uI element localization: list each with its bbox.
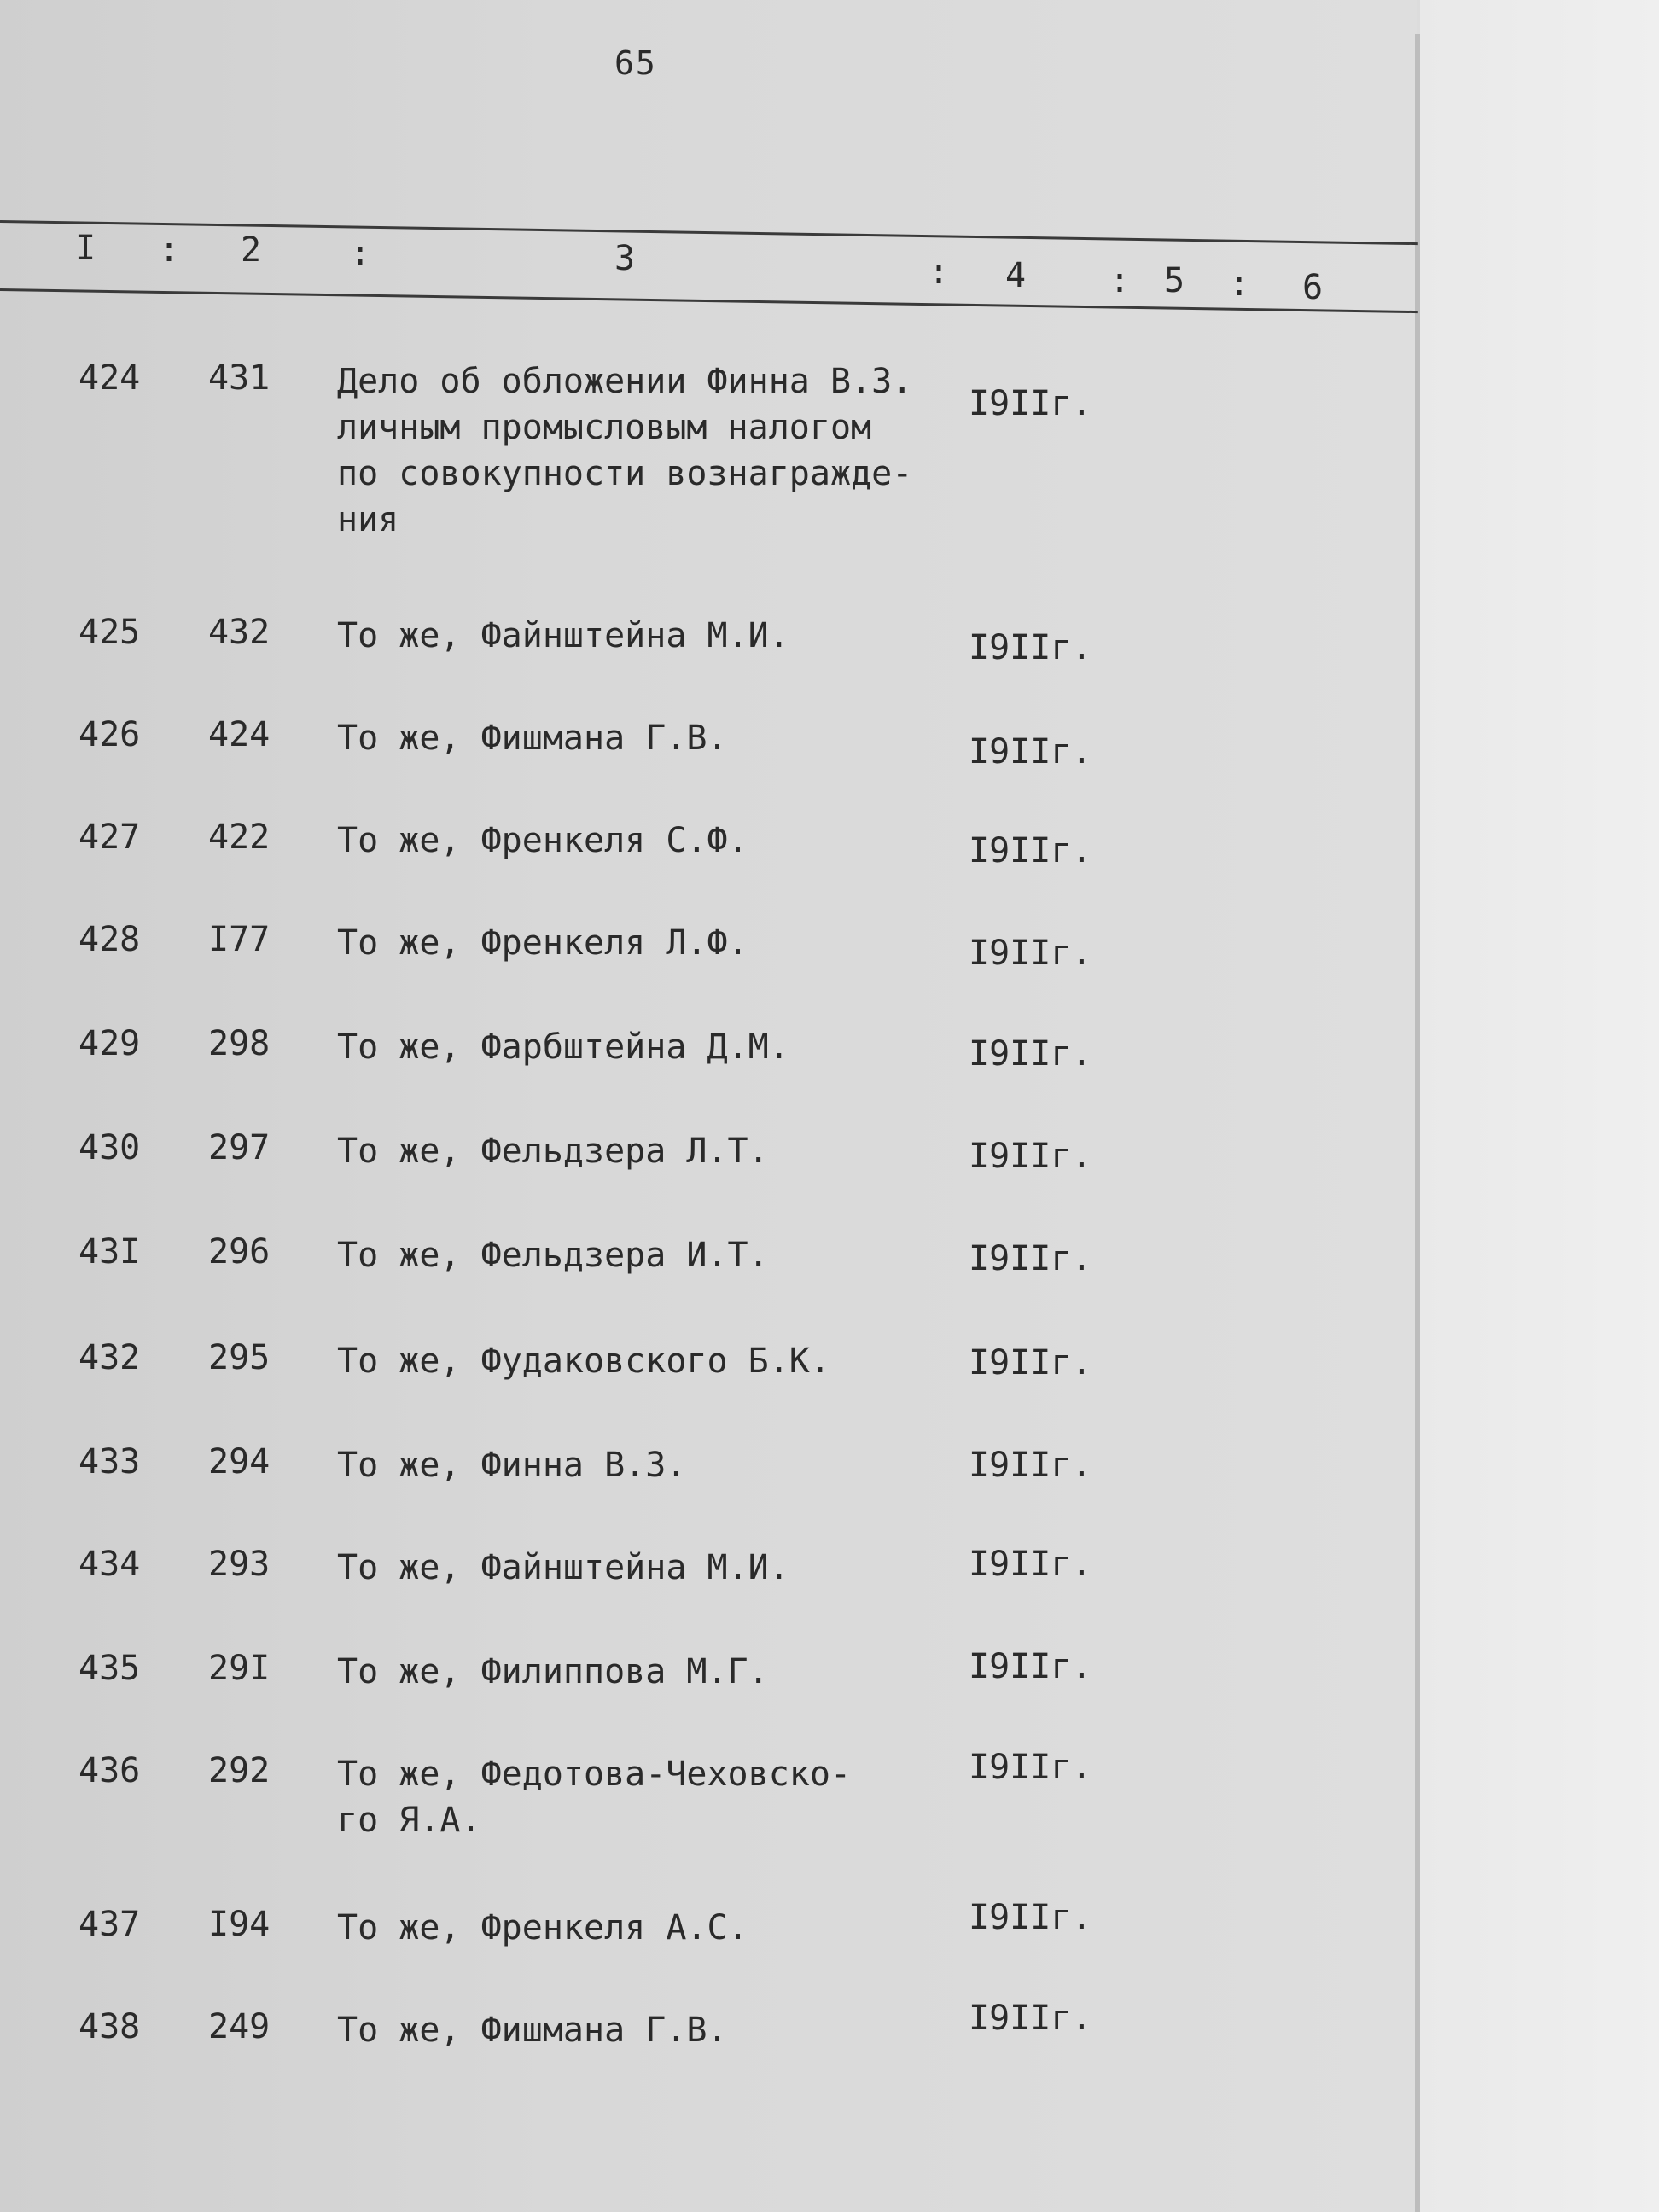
item-year: I9IIг. [969, 384, 1092, 423]
header-sep-3: : [928, 253, 950, 292]
item-number: 424 [79, 358, 141, 398]
old-number: 296 [208, 1232, 271, 1272]
header-col-3: 3 [614, 239, 636, 278]
item-title: То же, Фельдзера И.Т. [337, 1236, 769, 1275]
item-title: То же, Френкеля Л.Ф. [337, 923, 748, 963]
item-year: I9IIг. [969, 1137, 1092, 1176]
item-year: I9IIг. [969, 1748, 1092, 1787]
item-number: 436 [79, 1751, 141, 1790]
item-title: То же, Федотова-Чеховско- го Я.А. [337, 1755, 852, 1840]
item-title: Дело об обложении Финна В.З. личным промысловым налогом по совокупности вознагражде- ния [337, 362, 913, 539]
item-number: 435 [79, 1649, 141, 1688]
old-number: 422 [208, 818, 271, 857]
item-number: 426 [79, 715, 141, 754]
item-year: I9IIг. [969, 1239, 1092, 1278]
old-number: 432 [208, 613, 271, 652]
item-title: То же, Френкеля С.Ф. [337, 821, 748, 860]
item-number: 432 [79, 1338, 141, 1377]
item-number: 430 [79, 1128, 141, 1167]
old-number: 292 [208, 1751, 271, 1790]
item-number: 425 [79, 613, 141, 652]
old-number: 295 [208, 1338, 271, 1377]
old-number: 298 [208, 1024, 271, 1063]
underlying-sheet [1420, 0, 1659, 2212]
item-year: I9IIг. [969, 1545, 1092, 1584]
header-col-6: 6 [1302, 268, 1324, 307]
item-year: I9IIг. [969, 934, 1092, 973]
item-year: I9IIг. [969, 1034, 1092, 1074]
item-number: 438 [79, 2007, 141, 2046]
header-col-2: 2 [241, 230, 262, 270]
old-number: 249 [208, 2007, 271, 2046]
item-title: То же, Фельдзера Л.Т. [337, 1132, 769, 1171]
item-year: I9IIг. [969, 1999, 1092, 2038]
old-number: 424 [208, 715, 271, 754]
item-number: 428 [79, 920, 141, 959]
item-year: I9IIг. [969, 1446, 1092, 1485]
old-number: 29I [208, 1649, 271, 1688]
item-title: То же, Файнштейна М.И. [337, 1548, 789, 1587]
item-number: 437 [79, 1905, 141, 1944]
item-year: I9IIг. [969, 1343, 1092, 1382]
old-number: I94 [208, 1905, 271, 1944]
old-number: 293 [208, 1545, 271, 1584]
header-sep-4: : [1109, 261, 1131, 300]
item-number: 434 [79, 1545, 141, 1584]
old-number: 431 [208, 358, 271, 398]
header-col-4: 4 [1005, 256, 1027, 295]
page-number: 65 [614, 44, 657, 82]
item-year: I9IIг. [969, 1647, 1092, 1686]
item-number: 433 [79, 1442, 141, 1481]
item-year: I9IIг. [969, 831, 1092, 870]
item-year: I9IIг. [969, 1898, 1092, 1937]
item-title: То же, Финна В.З. [337, 1446, 687, 1485]
item-number: 429 [79, 1024, 141, 1063]
item-title: То же, Фарбштейна Д.М. [337, 1027, 789, 1067]
item-year: I9IIг. [969, 628, 1092, 667]
header-sep-1: : [159, 230, 180, 270]
old-number: I77 [208, 920, 271, 959]
item-year: I9IIг. [969, 732, 1092, 771]
item-title: То же, Файнштейна М.И. [337, 616, 789, 655]
old-number: 297 [208, 1128, 271, 1167]
header-sep-5: : [1229, 265, 1250, 304]
item-number: 427 [79, 818, 141, 857]
item-title: То же, Фудаковского Б.К. [337, 1342, 830, 1381]
header-col-1: I [75, 229, 96, 268]
header-col-5: 5 [1164, 261, 1185, 300]
item-title: То же, Филиппова М.Г. [337, 1652, 769, 1691]
old-number: 294 [208, 1442, 271, 1481]
item-number: 43I [79, 1232, 141, 1272]
item-title: То же, Френкеля А.С. [337, 1908, 748, 1947]
header-sep-2: : [350, 234, 371, 273]
item-title: То же, Фишмана Г.В. [337, 2011, 728, 2050]
item-title: То же, Фишмана Г.В. [337, 719, 728, 758]
